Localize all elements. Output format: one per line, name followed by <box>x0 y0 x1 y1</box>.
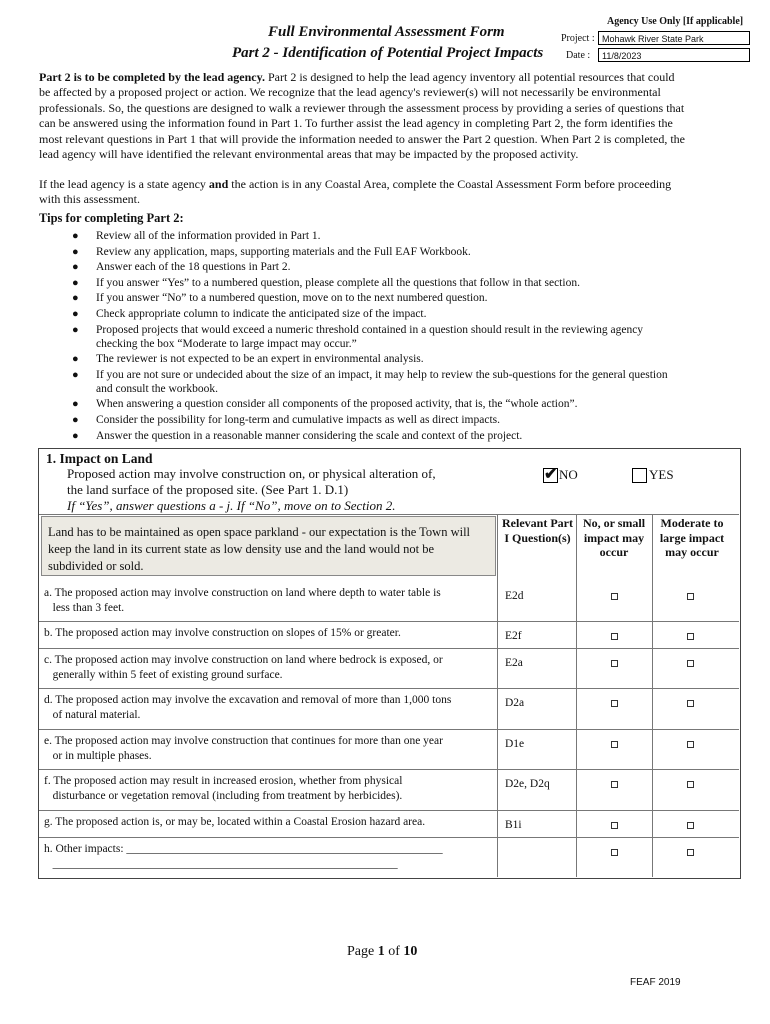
intro-line: most relevant questions in Part 1 that will provide the information needed to answer the Part 2 question. When Part 2 is completed, the <box>39 131 685 146</box>
form-id: FEAF 2019 <box>630 977 681 988</box>
small-impact-checkbox[interactable] <box>611 593 618 600</box>
table-row-text <box>44 626 496 641</box>
tip-item <box>39 352 719 366</box>
coastal-text: the action is in any Coastal Area, complete the Coastal Assessment Form before proceeding <box>228 177 672 191</box>
checkmark-icon: ✔ <box>544 466 558 483</box>
intro-line: can be answered using the information found in Part 1. To further assist the lead agency in completing Part 2, the form identifies the <box>39 116 673 131</box>
tips-list <box>39 229 719 444</box>
row-line: f. The proposed action may result in increased erosion, whether from physical <box>44 775 403 787</box>
bullet-icon: ● <box>72 261 79 274</box>
section-question: the land surface of the proposed site. (See Part 1. D.1) <box>67 482 349 497</box>
bullet-icon: ● <box>72 276 79 289</box>
bullet-icon: ● <box>72 292 79 305</box>
date-field[interactable]: 11/8/2023 <box>598 48 750 62</box>
table-row-text <box>44 653 496 682</box>
coastal-note <box>39 177 739 208</box>
tip-text: Check appropriate column to indicate the anticipated size of the impact. <box>96 307 427 320</box>
tip-item <box>39 413 719 427</box>
row-line: or in multiple phases. <box>44 749 152 762</box>
row-divider <box>39 688 739 689</box>
tips-title: Tips for completing Part 2: <box>39 211 184 225</box>
project-field[interactable]: Mohawk River State Park <box>598 31 750 45</box>
tip-text: When answering a question consider all components of the proposed activity, that is, the “whole action”. <box>96 398 578 411</box>
date-label: Date : <box>566 50 591 61</box>
relevant-question-code: D2e, D2q <box>505 778 550 790</box>
project-label: Project : <box>561 33 595 44</box>
small-impact-checkbox[interactable] <box>611 781 618 788</box>
small-impact-checkbox[interactable] <box>611 660 618 667</box>
bullet-icon: ● <box>72 398 79 411</box>
bullet-icon: ● <box>72 353 79 366</box>
coastal-text: with this assessment. <box>39 192 140 207</box>
yes-label: YES <box>649 467 674 482</box>
col-header-moderate: Moderate to large impact may occur <box>659 516 725 559</box>
moderate-impact-checkbox[interactable] <box>687 593 694 600</box>
divider <box>39 514 739 515</box>
row-divider <box>39 729 739 730</box>
tip-text: Review any application, maps, supporting materials and the Full EAF Workbook. <box>96 245 471 258</box>
tip-item <box>39 368 719 396</box>
relevant-question-code: D2a <box>505 697 525 709</box>
intro-line: be affected by a proposed project or action. We recognize that the lead agency's reviewer(s) will not necessarily be environmental <box>39 85 661 100</box>
bullet-icon: ● <box>72 245 79 258</box>
tip-text: The reviewer is not expected to be an expert in environmental analysis. <box>96 353 424 366</box>
relevant-question-code: B1i <box>505 819 522 831</box>
small-impact-checkbox[interactable] <box>611 849 618 856</box>
intro-bold-lead: Part 2 is to be completed by the lead agency. <box>39 70 265 84</box>
row-line: h. Other impacts: _______________________________________________________ <box>44 843 443 855</box>
tip-text: Answer each of the 18 questions in Part 2. <box>96 261 291 274</box>
moderate-impact-checkbox[interactable] <box>687 822 694 829</box>
bullet-icon: ● <box>72 413 79 426</box>
relevant-question-code: D1e <box>505 738 525 750</box>
comment-box[interactable]: Land has to be maintained as open space parkland - our expectation is the Town will keep the land in its current state as low density use and the land would not be subdivided or sold. <box>41 516 496 576</box>
form-subtitle: Part 2 - Identification of Potential Project Impacts <box>232 45 544 61</box>
intro-line: Part 2 is designed to help the lead agency inventory all potential resources that could <box>264 70 675 84</box>
intro-line: lead agency will have identified the relevant environmental areas that may be impacted by the proposed activity. <box>39 147 579 162</box>
row-line: b. The proposed action may involve construction on slopes of 15% or greater. <box>44 627 401 639</box>
intro-line: professionals. So, the questions are designed to walk a reviewer through the assessment process by providing a series of questions that <box>39 100 685 115</box>
tip-item <box>39 291 719 305</box>
tip-item <box>39 307 719 321</box>
tip-text: Consider the possibility for long-term and cumulative impacts as well as direct impacts. <box>96 413 501 426</box>
table-row-text <box>44 774 496 803</box>
bullet-icon: ● <box>72 429 79 442</box>
tip-item <box>39 276 719 290</box>
agency-use-label: Agency Use Only [If applicable] <box>607 16 744 27</box>
row-divider <box>39 621 739 622</box>
section-heading: 1. Impact on Land <box>46 451 153 466</box>
coastal-bold: and <box>208 177 229 191</box>
row-line: generally within 5 feet of existing ground surface. <box>44 668 283 681</box>
no-checkbox[interactable] <box>543 468 558 483</box>
relevant-question-code: E2d <box>505 590 524 602</box>
small-impact-checkbox[interactable] <box>611 741 618 748</box>
tip-text: Answer the question in a reasonable manner considering the scale and context of the project. <box>96 429 523 442</box>
row-line: c. The proposed action may involve construction on land where bedrock is exposed, or <box>44 654 443 666</box>
bullet-icon: ● <box>72 307 79 320</box>
col-header-relevant: Relevant Part I Question(s) <box>502 516 573 545</box>
coastal-text: If the lead agency is a state agency <box>39 177 209 191</box>
row-line: g. The proposed action is, or may be, located within a Coastal Erosion hazard area. <box>44 816 426 828</box>
divider <box>576 514 577 877</box>
tip-item <box>39 397 719 411</box>
table-row-text <box>44 693 496 722</box>
tip-item <box>39 229 719 243</box>
row-line: d. The proposed action may involve the excavation and removal of more than 1,000 tons <box>44 694 452 706</box>
row-line: a. The proposed action may involve construction on land where depth to water table is <box>44 587 441 599</box>
yes-checkbox[interactable] <box>632 468 647 483</box>
no-label: NO <box>559 467 578 482</box>
tip-text: If you are not sure or undecided about the size of an impact, it may help to review the sub-questions for the general question and consult the workbook. <box>96 368 668 395</box>
moderate-impact-checkbox[interactable] <box>687 660 694 667</box>
row-divider <box>39 810 739 811</box>
row-divider <box>39 769 739 770</box>
relevant-question-code: E2f <box>505 630 522 642</box>
bullet-icon: ● <box>72 323 79 336</box>
bullet-icon: ● <box>72 230 79 242</box>
relevant-question-code: E2a <box>505 657 523 669</box>
divider <box>497 514 498 877</box>
small-impact-checkbox[interactable] <box>611 633 618 640</box>
row-divider <box>39 837 739 838</box>
row-line: less than 3 feet. <box>44 601 125 614</box>
row-line: disturbance or vegetation removal (including from treatment by herbicides). <box>44 789 403 802</box>
form-title: Full Environmental Assessment Form <box>268 24 505 40</box>
tip-item <box>39 429 719 443</box>
table-row-text <box>44 734 496 763</box>
tip-text: Proposed projects that would exceed a numeric threshold contained in a question should result in the reviewing agency checking the box “Moderate to large impact may occur.” <box>96 323 644 350</box>
col-header-small: No, or small impact may occur <box>582 516 646 559</box>
tip-text: If you answer “Yes” to a numbered question, please complete all the questions that follow in that section. <box>96 276 580 289</box>
divider <box>652 514 653 877</box>
moderate-impact-checkbox[interactable] <box>687 781 694 788</box>
section-question: Proposed action may involve construction on, or physical alteration of, <box>67 466 436 481</box>
moderate-impact-checkbox[interactable] <box>687 700 694 707</box>
section-instruction: If “Yes”, answer questions a - j. If “No”, move on to Section 2. <box>67 498 396 513</box>
table-row-text <box>44 842 496 871</box>
tip-text: Review all of the information provided in Part 1. <box>96 230 321 242</box>
bullet-icon: ● <box>72 368 79 381</box>
moderate-impact-checkbox[interactable] <box>687 741 694 748</box>
tip-item <box>39 323 719 351</box>
moderate-impact-checkbox[interactable] <box>687 849 694 856</box>
row-line: of natural material. <box>44 708 141 721</box>
row-line: ____________________________________________________________ <box>44 857 398 870</box>
small-impact-checkbox[interactable] <box>611 822 618 829</box>
table-row-text <box>44 815 496 830</box>
table-row-text <box>44 586 496 615</box>
row-line: e. The proposed action may involve construction that continues for more than one year <box>44 735 443 747</box>
moderate-impact-checkbox[interactable] <box>687 633 694 640</box>
page-number: Page 1 of 10 <box>347 944 418 959</box>
tip-text: If you answer “No” to a numbered question, move on to the next numbered question. <box>96 292 488 305</box>
tip-item <box>39 245 719 259</box>
small-impact-checkbox[interactable] <box>611 700 618 707</box>
row-divider <box>39 648 739 649</box>
intro-paragraph <box>39 70 739 162</box>
tip-item <box>39 260 719 274</box>
